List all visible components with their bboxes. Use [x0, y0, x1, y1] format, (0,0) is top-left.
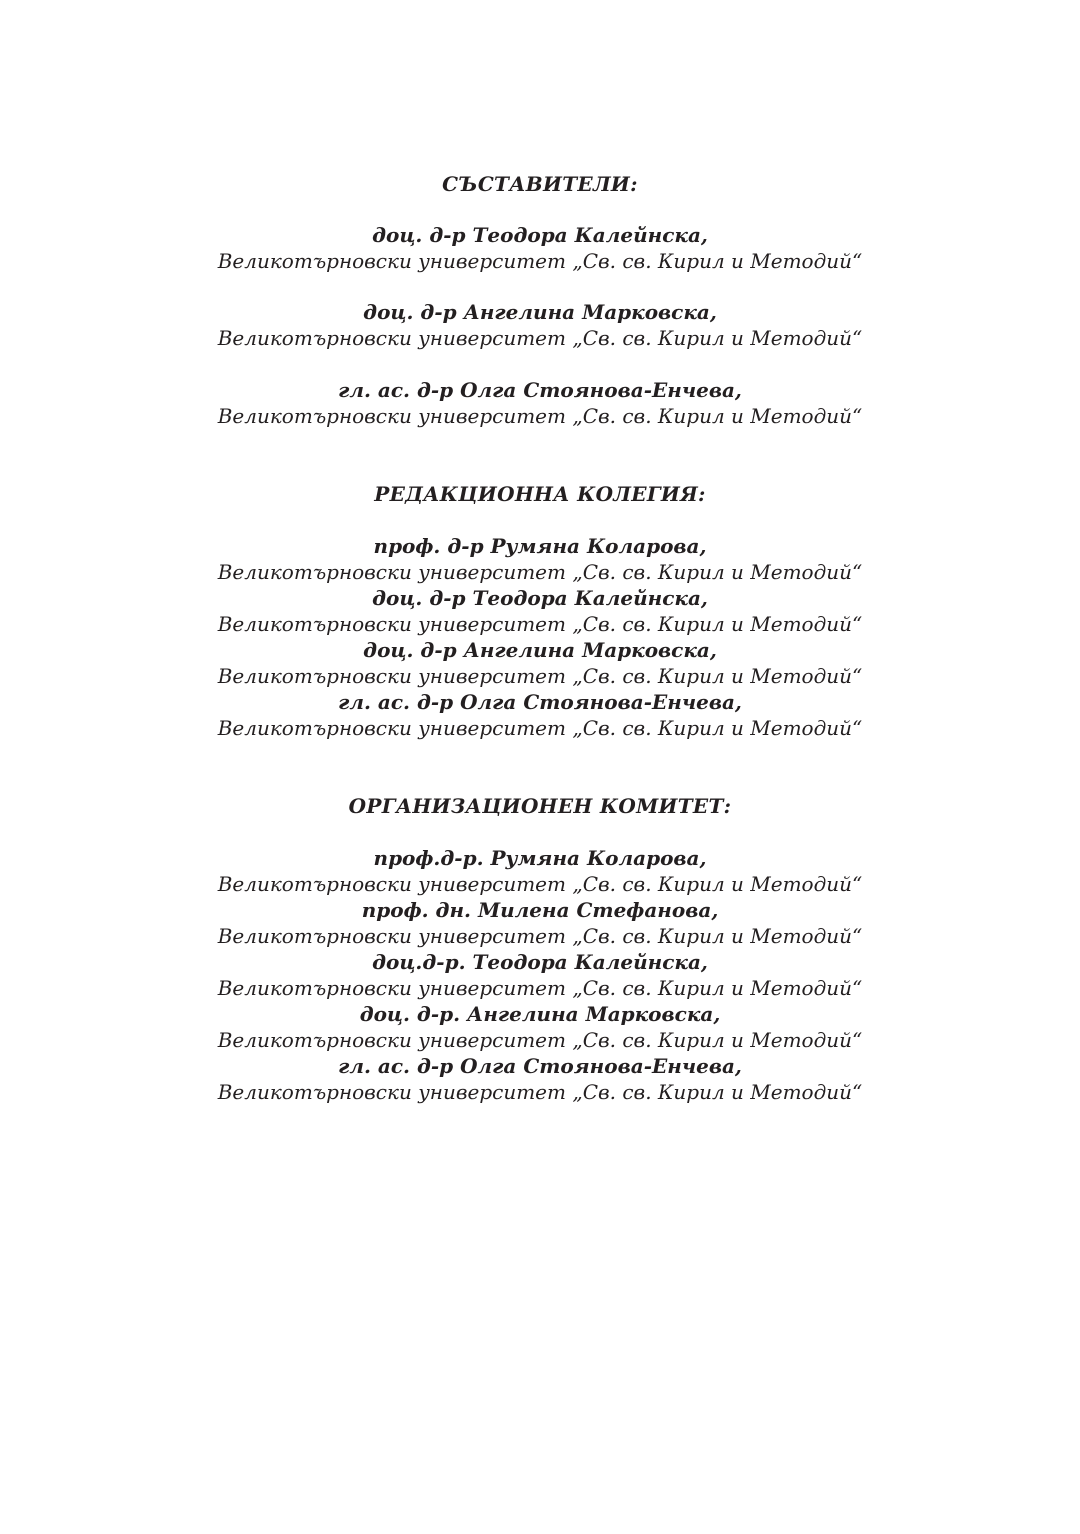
- editorial-member-name: гл. ас. д-р Олга Стоянова-Енчева,: [338, 690, 742, 714]
- compiler-affiliation: Великотърновски университет „Св. св. Кирил и Методий“: [217, 326, 863, 350]
- committee-member-affiliation: Великотърновски университет „Св. св. Кирил и Методий“: [217, 976, 863, 1000]
- committee-member-affiliation: Великотърновски университет „Св. св. Кирил и Методий“: [217, 924, 863, 948]
- compiler-name: доц. д-р Теодора Калейнска,: [372, 223, 708, 247]
- compiler-affiliation: Великотърновски университет „Св. св. Кирил и Методий“: [217, 404, 863, 428]
- editorial-member-name: проф. д-р Румяна Коларова,: [373, 534, 707, 558]
- compiler-name: гл. ас. д-р Олга Стоянова-Енчева,: [338, 378, 742, 402]
- editorial-member-affiliation: Великотърновски университет „Св. св. Кирил и Методий“: [217, 716, 863, 740]
- compiler-affiliation: Великотърновски университет „Св. св. Кирил и Методий“: [217, 249, 863, 273]
- compilers-heading: СЪСТАВИТЕЛИ:: [442, 172, 638, 196]
- organizing-committee-heading: ОРГАНИЗАЦИОНЕН КОМИТЕТ:: [348, 794, 732, 818]
- committee-member-name: доц.д-р. Теодора Калейнска,: [372, 950, 708, 974]
- editorial-member-affiliation: Великотърновски университет „Св. св. Кирил и Методий“: [217, 560, 863, 584]
- editorial-member-name: доц. д-р Ангелина Марковска,: [363, 638, 717, 662]
- committee-member-name: гл. ас. д-р Олга Стоянова-Енчева,: [338, 1054, 742, 1078]
- editorial-board-heading: РЕДАКЦИОННА КОЛЕГИЯ:: [374, 482, 706, 506]
- editorial-member-affiliation: Великотърновски университет „Св. св. Кирил и Методий“: [217, 612, 863, 636]
- compiler-name: доц. д-р Ангелина Марковска,: [363, 300, 717, 324]
- committee-member-affiliation: Великотърновски университет „Св. св. Кирил и Методий“: [217, 1028, 863, 1052]
- committee-member-name: доц. д-р. Ангелина Марковска,: [359, 1002, 721, 1026]
- committee-member-name: проф. дн. Милена Стефанова,: [361, 898, 719, 922]
- editorial-member-name: доц. д-р Теодора Калейнска,: [372, 586, 708, 610]
- committee-member-name: проф.д-р. Румяна Коларова,: [373, 846, 707, 870]
- committee-member-affiliation: Великотърновски университет „Св. св. Кирил и Методий“: [217, 1080, 863, 1104]
- editorial-member-affiliation: Великотърновски университет „Св. св. Кирил и Методий“: [217, 664, 863, 688]
- committee-member-affiliation: Великотърновски университет „Св. св. Кирил и Методий“: [217, 872, 863, 896]
